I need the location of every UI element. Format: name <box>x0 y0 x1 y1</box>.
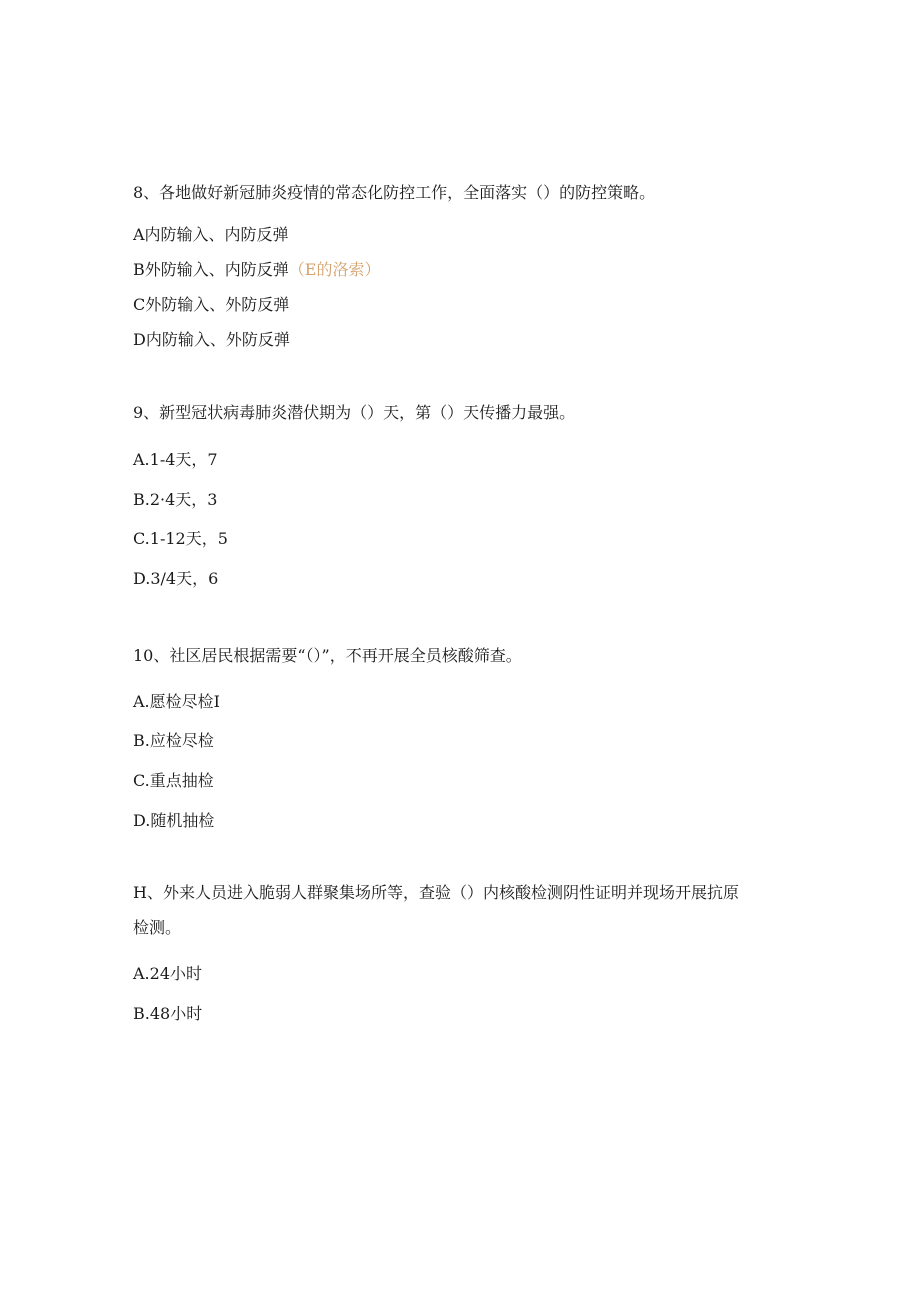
question-10-stem: 10、社区居民根据需要“（）”，不再开展全员核酸筛查。 <box>133 646 522 665</box>
question-8-stem: 8、各地做好新冠肺炎疫情的常态化防控工作，全面落实（）的防控策略。 <box>133 183 656 202</box>
answer-note: （E的洛索） <box>288 260 381 279</box>
question-9-stem: 9、新型冠状病毒肺炎潜伏期为（）天，第（）天传播力最强。 <box>133 403 576 422</box>
question-10-option-a: A.愿检尽检I <box>133 692 220 711</box>
question-8-option-c: C外防输入、外防反弹 <box>133 295 290 314</box>
question-9-option-b: B.2·4天，3 <box>133 490 218 509</box>
question-9-option-a: A.1-4天，7 <box>133 450 218 469</box>
question-8-option-d: D内防输入、外防反弹 <box>133 330 290 349</box>
question-9-option-c: C.1-12天，5 <box>133 529 228 548</box>
question-9-option-d: D.3/4天，6 <box>133 569 219 588</box>
option-text: B外防输入、内防反弹 <box>133 260 289 279</box>
question-10-option-d: D.随机抽检 <box>133 811 215 830</box>
question-10-option-b: B.应检尽检 <box>133 731 214 750</box>
question-11-stem-line2: 检测。 <box>133 918 182 937</box>
question-11-stem-line1: H、外来人员进入脆弱人群聚集场所等，查验（）内核酸检测阴性证明并现场开展抗原 <box>133 883 739 902</box>
question-10-option-c: C.重点抽检 <box>133 771 214 790</box>
question-8-option-a: A内防输入、内防反弹 <box>133 225 289 244</box>
question-8-option-b <box>133 260 380 280</box>
question-11-option-a: A.24小时 <box>133 964 203 983</box>
question-11-option-b: B.48小时 <box>133 1004 203 1023</box>
